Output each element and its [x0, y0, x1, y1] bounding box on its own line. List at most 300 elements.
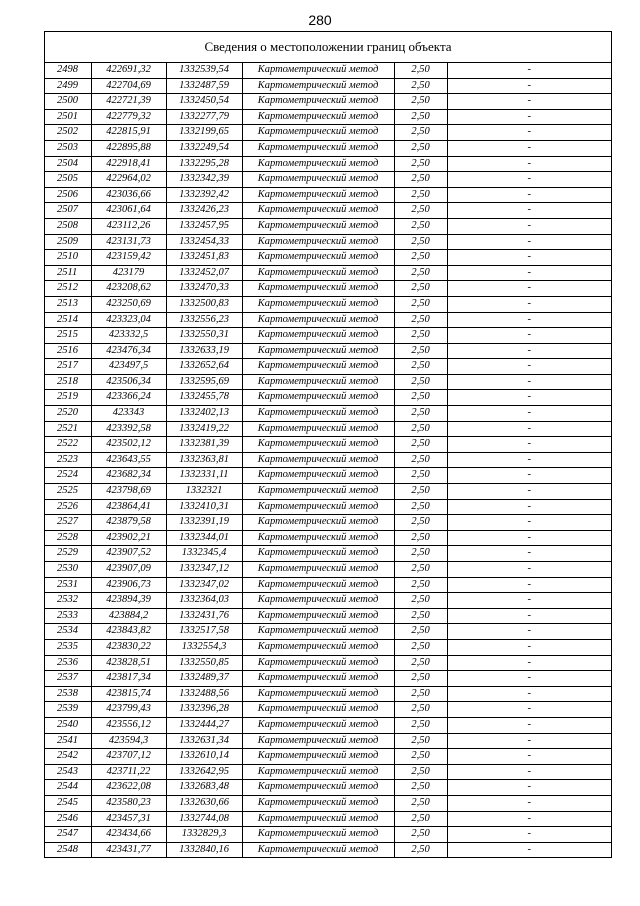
cell-method: Картометрический метод	[242, 296, 394, 312]
cell-description: -	[447, 203, 611, 219]
cell-description: -	[447, 749, 611, 765]
cell-accuracy: 2,50	[394, 78, 447, 94]
cell-point-number: 2521	[45, 421, 91, 437]
cell-y-coordinate: 1332444,27	[166, 717, 242, 733]
cell-description: -	[447, 250, 611, 266]
cell-accuracy: 2,50	[394, 437, 447, 453]
cell-accuracy: 2,50	[394, 390, 447, 406]
cell-description: -	[447, 608, 611, 624]
cell-method: Картометрический метод	[242, 593, 394, 609]
cell-point-number: 2543	[45, 764, 91, 780]
cell-accuracy: 2,50	[394, 577, 447, 593]
cell-accuracy: 2,50	[394, 717, 447, 733]
cell-x-coordinate: 423643,55	[91, 452, 166, 468]
cell-point-number: 2546	[45, 811, 91, 827]
cell-y-coordinate: 1332652,64	[166, 359, 242, 375]
cell-x-coordinate: 423622,08	[91, 780, 166, 796]
cell-y-coordinate: 1332455,78	[166, 390, 242, 406]
table-row	[45, 515, 611, 531]
table-row	[45, 125, 611, 141]
cell-accuracy: 2,50	[394, 94, 447, 110]
cell-accuracy: 2,50	[394, 530, 447, 546]
cell-y-coordinate: 1332331,11	[166, 468, 242, 484]
cell-method: Картометрический метод	[242, 577, 394, 593]
cell-description: -	[447, 499, 611, 515]
cell-method: Картометрический метод	[242, 156, 394, 172]
cell-x-coordinate: 423580,23	[91, 795, 166, 811]
cell-description: -	[447, 328, 611, 344]
cell-accuracy: 2,50	[394, 140, 447, 156]
cell-method: Картометрический метод	[242, 608, 394, 624]
cell-point-number: 2524	[45, 468, 91, 484]
cell-method: Картометрический метод	[242, 437, 394, 453]
cell-method: Картометрический метод	[242, 140, 394, 156]
cell-method: Картометрический метод	[242, 546, 394, 562]
cell-accuracy: 2,50	[394, 374, 447, 390]
cell-y-coordinate: 1332347,12	[166, 562, 242, 578]
cell-x-coordinate: 423884,2	[91, 608, 166, 624]
table-row	[45, 187, 611, 203]
cell-method: Картометрический метод	[242, 343, 394, 359]
cell-method: Картометрический метод	[242, 811, 394, 827]
cell-method: Картометрический метод	[242, 250, 394, 266]
cell-description: -	[447, 343, 611, 359]
cell-x-coordinate: 422918,41	[91, 156, 166, 172]
cell-method: Картометрический метод	[242, 203, 394, 219]
cell-point-number: 2505	[45, 172, 91, 188]
cell-y-coordinate: 1332342,39	[166, 172, 242, 188]
cell-description: -	[447, 78, 611, 94]
cell-accuracy: 2,50	[394, 187, 447, 203]
cell-y-coordinate: 1332550,31	[166, 328, 242, 344]
cell-y-coordinate: 1332550,85	[166, 655, 242, 671]
cell-x-coordinate: 423828,51	[91, 655, 166, 671]
table-row	[45, 421, 611, 437]
cell-description: -	[447, 234, 611, 250]
cell-y-coordinate: 1332295,28	[166, 156, 242, 172]
cell-method: Картометрический метод	[242, 468, 394, 484]
cell-x-coordinate: 423502,12	[91, 437, 166, 453]
table-row	[45, 639, 611, 655]
cell-x-coordinate: 423036,66	[91, 187, 166, 203]
cell-description: -	[447, 577, 611, 593]
cell-y-coordinate: 1332454,33	[166, 234, 242, 250]
cell-x-coordinate: 423556,12	[91, 717, 166, 733]
cell-point-number: 2541	[45, 733, 91, 749]
cell-description: -	[447, 795, 611, 811]
table-row	[45, 359, 611, 375]
cell-y-coordinate: 1332344,01	[166, 530, 242, 546]
cell-description: -	[447, 702, 611, 718]
cell-x-coordinate: 423392,58	[91, 421, 166, 437]
cell-point-number: 2534	[45, 624, 91, 640]
cell-y-coordinate: 1332396,28	[166, 702, 242, 718]
cell-point-number: 2519	[45, 390, 91, 406]
table-row	[45, 250, 611, 266]
cell-point-number: 2512	[45, 281, 91, 297]
cell-y-coordinate: 1332683,48	[166, 780, 242, 796]
cell-method: Картометрический метод	[242, 406, 394, 422]
table-row	[45, 780, 611, 796]
cell-description: -	[447, 639, 611, 655]
cell-description: -	[447, 484, 611, 500]
table-row	[45, 795, 611, 811]
cell-accuracy: 2,50	[394, 827, 447, 843]
cell-x-coordinate: 423506,34	[91, 374, 166, 390]
cell-x-coordinate: 423817,34	[91, 671, 166, 687]
cell-description: -	[447, 780, 611, 796]
cell-description: -	[447, 515, 611, 531]
cell-description: -	[447, 359, 611, 375]
table-row	[45, 655, 611, 671]
cell-description: -	[447, 624, 611, 640]
cell-y-coordinate: 1332517,58	[166, 624, 242, 640]
cell-x-coordinate: 423907,09	[91, 562, 166, 578]
cell-point-number: 2547	[45, 827, 91, 843]
cell-point-number: 2526	[45, 499, 91, 515]
cell-description: -	[447, 156, 611, 172]
cell-point-number: 2498	[45, 63, 91, 78]
cell-method: Картометрический метод	[242, 780, 394, 796]
cell-method: Картометрический метод	[242, 624, 394, 640]
cell-y-coordinate: 1332500,83	[166, 296, 242, 312]
table-row	[45, 484, 611, 500]
cell-x-coordinate: 423902,21	[91, 530, 166, 546]
cell-y-coordinate: 1332556,23	[166, 312, 242, 328]
cell-x-coordinate: 423879,58	[91, 515, 166, 531]
cell-method: Картометрический метод	[242, 187, 394, 203]
cell-point-number: 2509	[45, 234, 91, 250]
cell-y-coordinate: 1332450,54	[166, 94, 242, 110]
cell-x-coordinate: 422779,32	[91, 109, 166, 125]
cell-y-coordinate: 1332391,19	[166, 515, 242, 531]
cell-point-number: 2508	[45, 218, 91, 234]
cell-description: -	[447, 811, 611, 827]
cell-method: Картометрический метод	[242, 125, 394, 141]
cell-y-coordinate: 1332347,02	[166, 577, 242, 593]
table-row	[45, 140, 611, 156]
cell-accuracy: 2,50	[394, 795, 447, 811]
cell-description: -	[447, 63, 611, 78]
cell-description: -	[447, 265, 611, 281]
cell-description: -	[447, 671, 611, 687]
table-row	[45, 686, 611, 702]
cell-accuracy: 2,50	[394, 265, 447, 281]
cell-description: -	[447, 374, 611, 390]
table-row	[45, 63, 611, 78]
cell-method: Картометрический метод	[242, 686, 394, 702]
cell-accuracy: 2,50	[394, 421, 447, 437]
cell-method: Картометрический метод	[242, 639, 394, 655]
cell-description: -	[447, 733, 611, 749]
cell-x-coordinate: 423112,26	[91, 218, 166, 234]
cell-description: -	[447, 562, 611, 578]
cell-point-number: 2540	[45, 717, 91, 733]
cell-y-coordinate: 1332402,13	[166, 406, 242, 422]
table-row	[45, 733, 611, 749]
table-row	[45, 811, 611, 827]
cell-x-coordinate: 423179	[91, 265, 166, 281]
cell-x-coordinate: 422895,88	[91, 140, 166, 156]
cell-accuracy: 2,50	[394, 218, 447, 234]
cell-accuracy: 2,50	[394, 63, 447, 78]
table-row	[45, 842, 611, 857]
cell-method: Картометрический метод	[242, 374, 394, 390]
cell-method: Картометрический метод	[242, 515, 394, 531]
cell-accuracy: 2,50	[394, 359, 447, 375]
cell-x-coordinate: 423457,31	[91, 811, 166, 827]
cell-x-coordinate: 423830,22	[91, 639, 166, 655]
cell-accuracy: 2,50	[394, 343, 447, 359]
cell-accuracy: 2,50	[394, 624, 447, 640]
cell-point-number: 2529	[45, 546, 91, 562]
cell-point-number: 2548	[45, 842, 91, 857]
cell-description: -	[447, 686, 611, 702]
table-row	[45, 265, 611, 281]
cell-accuracy: 2,50	[394, 733, 447, 749]
cell-y-coordinate: 1332452,07	[166, 265, 242, 281]
cell-y-coordinate: 1332321	[166, 484, 242, 500]
cell-x-coordinate: 423431,77	[91, 842, 166, 857]
cell-description: -	[447, 312, 611, 328]
cell-accuracy: 2,50	[394, 406, 447, 422]
cell-description: -	[447, 406, 611, 422]
cell-point-number: 2501	[45, 109, 91, 125]
cell-method: Картометрический метод	[242, 109, 394, 125]
cell-method: Картометрический метод	[242, 328, 394, 344]
cell-y-coordinate: 1332539,54	[166, 63, 242, 78]
cell-accuracy: 2,50	[394, 312, 447, 328]
table-row	[45, 203, 611, 219]
cell-accuracy: 2,50	[394, 811, 447, 827]
cell-point-number: 2511	[45, 265, 91, 281]
cell-x-coordinate: 423159,42	[91, 250, 166, 266]
cell-method: Картометрический метод	[242, 265, 394, 281]
cell-x-coordinate: 423434,66	[91, 827, 166, 843]
cell-y-coordinate: 1332363,81	[166, 452, 242, 468]
table-row	[45, 78, 611, 94]
cell-x-coordinate: 423061,64	[91, 203, 166, 219]
cell-accuracy: 2,50	[394, 639, 447, 655]
cell-method: Картометрический метод	[242, 499, 394, 515]
cell-y-coordinate: 1332199,65	[166, 125, 242, 141]
cell-point-number: 2514	[45, 312, 91, 328]
cell-y-coordinate: 1332277,79	[166, 109, 242, 125]
cell-description: -	[447, 187, 611, 203]
cell-y-coordinate: 1332829,3	[166, 827, 242, 843]
cell-y-coordinate: 1332744,08	[166, 811, 242, 827]
cell-accuracy: 2,50	[394, 608, 447, 624]
cell-method: Картометрический метод	[242, 764, 394, 780]
cell-x-coordinate: 423332,5	[91, 328, 166, 344]
table-row	[45, 390, 611, 406]
cell-description: -	[447, 468, 611, 484]
table-row	[45, 827, 611, 843]
cell-description: -	[447, 655, 611, 671]
cell-y-coordinate: 1332457,95	[166, 218, 242, 234]
table-row	[45, 593, 611, 609]
cell-x-coordinate: 422704,69	[91, 78, 166, 94]
cell-method: Картометрический метод	[242, 63, 394, 78]
cell-x-coordinate: 423907,52	[91, 546, 166, 562]
cell-accuracy: 2,50	[394, 702, 447, 718]
cell-point-number: 2525	[45, 484, 91, 500]
table-row	[45, 281, 611, 297]
table-row	[45, 764, 611, 780]
cell-method: Картометрический метод	[242, 172, 394, 188]
cell-point-number: 2502	[45, 125, 91, 141]
cell-method: Картометрический метод	[242, 94, 394, 110]
cell-method: Картометрический метод	[242, 78, 394, 94]
table-row	[45, 562, 611, 578]
cell-method: Картометрический метод	[242, 312, 394, 328]
table-row	[45, 437, 611, 453]
cell-method: Картометрический метод	[242, 281, 394, 297]
table-row	[45, 156, 611, 172]
table-row	[45, 234, 611, 250]
table-row	[45, 671, 611, 687]
cell-description: -	[447, 172, 611, 188]
cell-x-coordinate: 423815,74	[91, 686, 166, 702]
cell-y-coordinate: 1332840,16	[166, 842, 242, 857]
cell-method: Картометрический метод	[242, 733, 394, 749]
table-row	[45, 218, 611, 234]
cell-point-number: 2513	[45, 296, 91, 312]
cell-x-coordinate: 422691,32	[91, 63, 166, 78]
page-number: 280	[308, 12, 332, 28]
cell-accuracy: 2,50	[394, 593, 447, 609]
cell-point-number: 2523	[45, 452, 91, 468]
cell-accuracy: 2,50	[394, 842, 447, 857]
cell-point-number: 2535	[45, 639, 91, 655]
cell-y-coordinate: 1332249,54	[166, 140, 242, 156]
cell-point-number: 2499	[45, 78, 91, 94]
cell-accuracy: 2,50	[394, 764, 447, 780]
cell-point-number: 2536	[45, 655, 91, 671]
cell-description: -	[527, 843, 531, 855]
cell-accuracy: 2,50	[394, 234, 447, 250]
cell-y-coordinate: 1332488,56	[166, 686, 242, 702]
cell-y-coordinate: 1332554,3	[166, 639, 242, 655]
cell-description: -	[447, 218, 611, 234]
table-title: Сведения о местоположении границ объекта	[45, 32, 611, 63]
cell-method: Картометрический метод	[242, 484, 394, 500]
cell-accuracy: 2,50	[394, 546, 447, 562]
cell-point-number: 2530	[45, 562, 91, 578]
cell-y-coordinate: 1332410,31	[166, 499, 242, 515]
cell-y-coordinate: 1332642,95	[166, 764, 242, 780]
cell-method: Картометрический метод	[242, 827, 394, 843]
cell-method: Картометрический метод	[242, 452, 394, 468]
cell-description: -	[447, 827, 611, 843]
cell-method: Картометрический метод	[242, 562, 394, 578]
cell-point-number: 2500	[45, 94, 91, 110]
cell-accuracy: 2,50	[394, 281, 447, 297]
table-row	[45, 328, 611, 344]
cell-y-coordinate: 1332470,33	[166, 281, 242, 297]
cell-method: Картометрический метод	[242, 717, 394, 733]
table-row	[45, 343, 611, 359]
cell-y-coordinate: 1332489,37	[166, 671, 242, 687]
cell-x-coordinate: 423711,22	[91, 764, 166, 780]
cell-description: -	[447, 530, 611, 546]
cell-accuracy: 2,50	[394, 203, 447, 219]
table-row	[45, 109, 611, 125]
cell-accuracy: 2,50	[394, 156, 447, 172]
cell-point-number: 2510	[45, 250, 91, 266]
cell-x-coordinate: 423131,73	[91, 234, 166, 250]
cell-method: Картометрический метод	[242, 795, 394, 811]
cell-method: Картометрический метод	[242, 234, 394, 250]
table-row	[45, 717, 611, 733]
cell-description: -	[447, 452, 611, 468]
cell-x-coordinate: 423864,41	[91, 499, 166, 515]
cell-y-coordinate: 1332610,14	[166, 749, 242, 765]
cell-x-coordinate: 423497,5	[91, 359, 166, 375]
cell-description: -	[447, 593, 611, 609]
cell-method: Картометрический метод	[242, 671, 394, 687]
cell-method: Картометрический метод	[242, 390, 394, 406]
cell-x-coordinate: 423343	[91, 406, 166, 422]
cell-x-coordinate: 423707,12	[91, 749, 166, 765]
cell-x-coordinate: 423476,34	[91, 343, 166, 359]
cell-method: Картометрический метод	[242, 655, 394, 671]
cell-x-coordinate: 423366,24	[91, 390, 166, 406]
cell-point-number: 2503	[45, 140, 91, 156]
cell-y-coordinate: 1332419,22	[166, 421, 242, 437]
cell-x-coordinate: 423894,39	[91, 593, 166, 609]
cell-description: -	[447, 140, 611, 156]
cell-method: Картометрический метод	[242, 218, 394, 234]
cell-description: -	[447, 109, 611, 125]
cell-y-coordinate: 1332631,34	[166, 733, 242, 749]
table-row	[45, 468, 611, 484]
cell-accuracy: 2,50	[394, 296, 447, 312]
cell-point-number: 2528	[45, 530, 91, 546]
cell-point-number: 2539	[45, 702, 91, 718]
cell-accuracy: 2,50	[394, 749, 447, 765]
cell-point-number: 2522	[45, 437, 91, 453]
table-row	[45, 624, 611, 640]
cell-accuracy: 2,50	[394, 468, 447, 484]
table-row	[45, 702, 611, 718]
table-row	[45, 499, 611, 515]
cell-x-coordinate: 422964,02	[91, 172, 166, 188]
cell-point-number: 2545	[45, 795, 91, 811]
cell-y-coordinate: 1332392,42	[166, 187, 242, 203]
cell-y-coordinate: 1332345,4	[166, 546, 242, 562]
boundary-table	[44, 31, 612, 858]
cell-point-number: 2544	[45, 780, 91, 796]
cell-accuracy: 2,50	[394, 780, 447, 796]
coordinates-table	[45, 63, 611, 857]
table-row	[45, 452, 611, 468]
cell-method: Картометрический метод	[242, 359, 394, 375]
cell-point-number: 2538	[45, 686, 91, 702]
cell-description: -	[447, 764, 611, 780]
cell-x-coordinate: 423798,69	[91, 484, 166, 500]
cell-x-coordinate: 423208,62	[91, 281, 166, 297]
cell-point-number: 2532	[45, 593, 91, 609]
table-row	[45, 94, 611, 110]
cell-x-coordinate: 423250,69	[91, 296, 166, 312]
cell-point-number: 2520	[45, 406, 91, 422]
table-row	[45, 312, 611, 328]
cell-description: -	[447, 390, 611, 406]
cell-method: Картометрический метод	[242, 749, 394, 765]
cell-accuracy: 2,50	[394, 452, 447, 468]
cell-point-number: 2517	[45, 359, 91, 375]
